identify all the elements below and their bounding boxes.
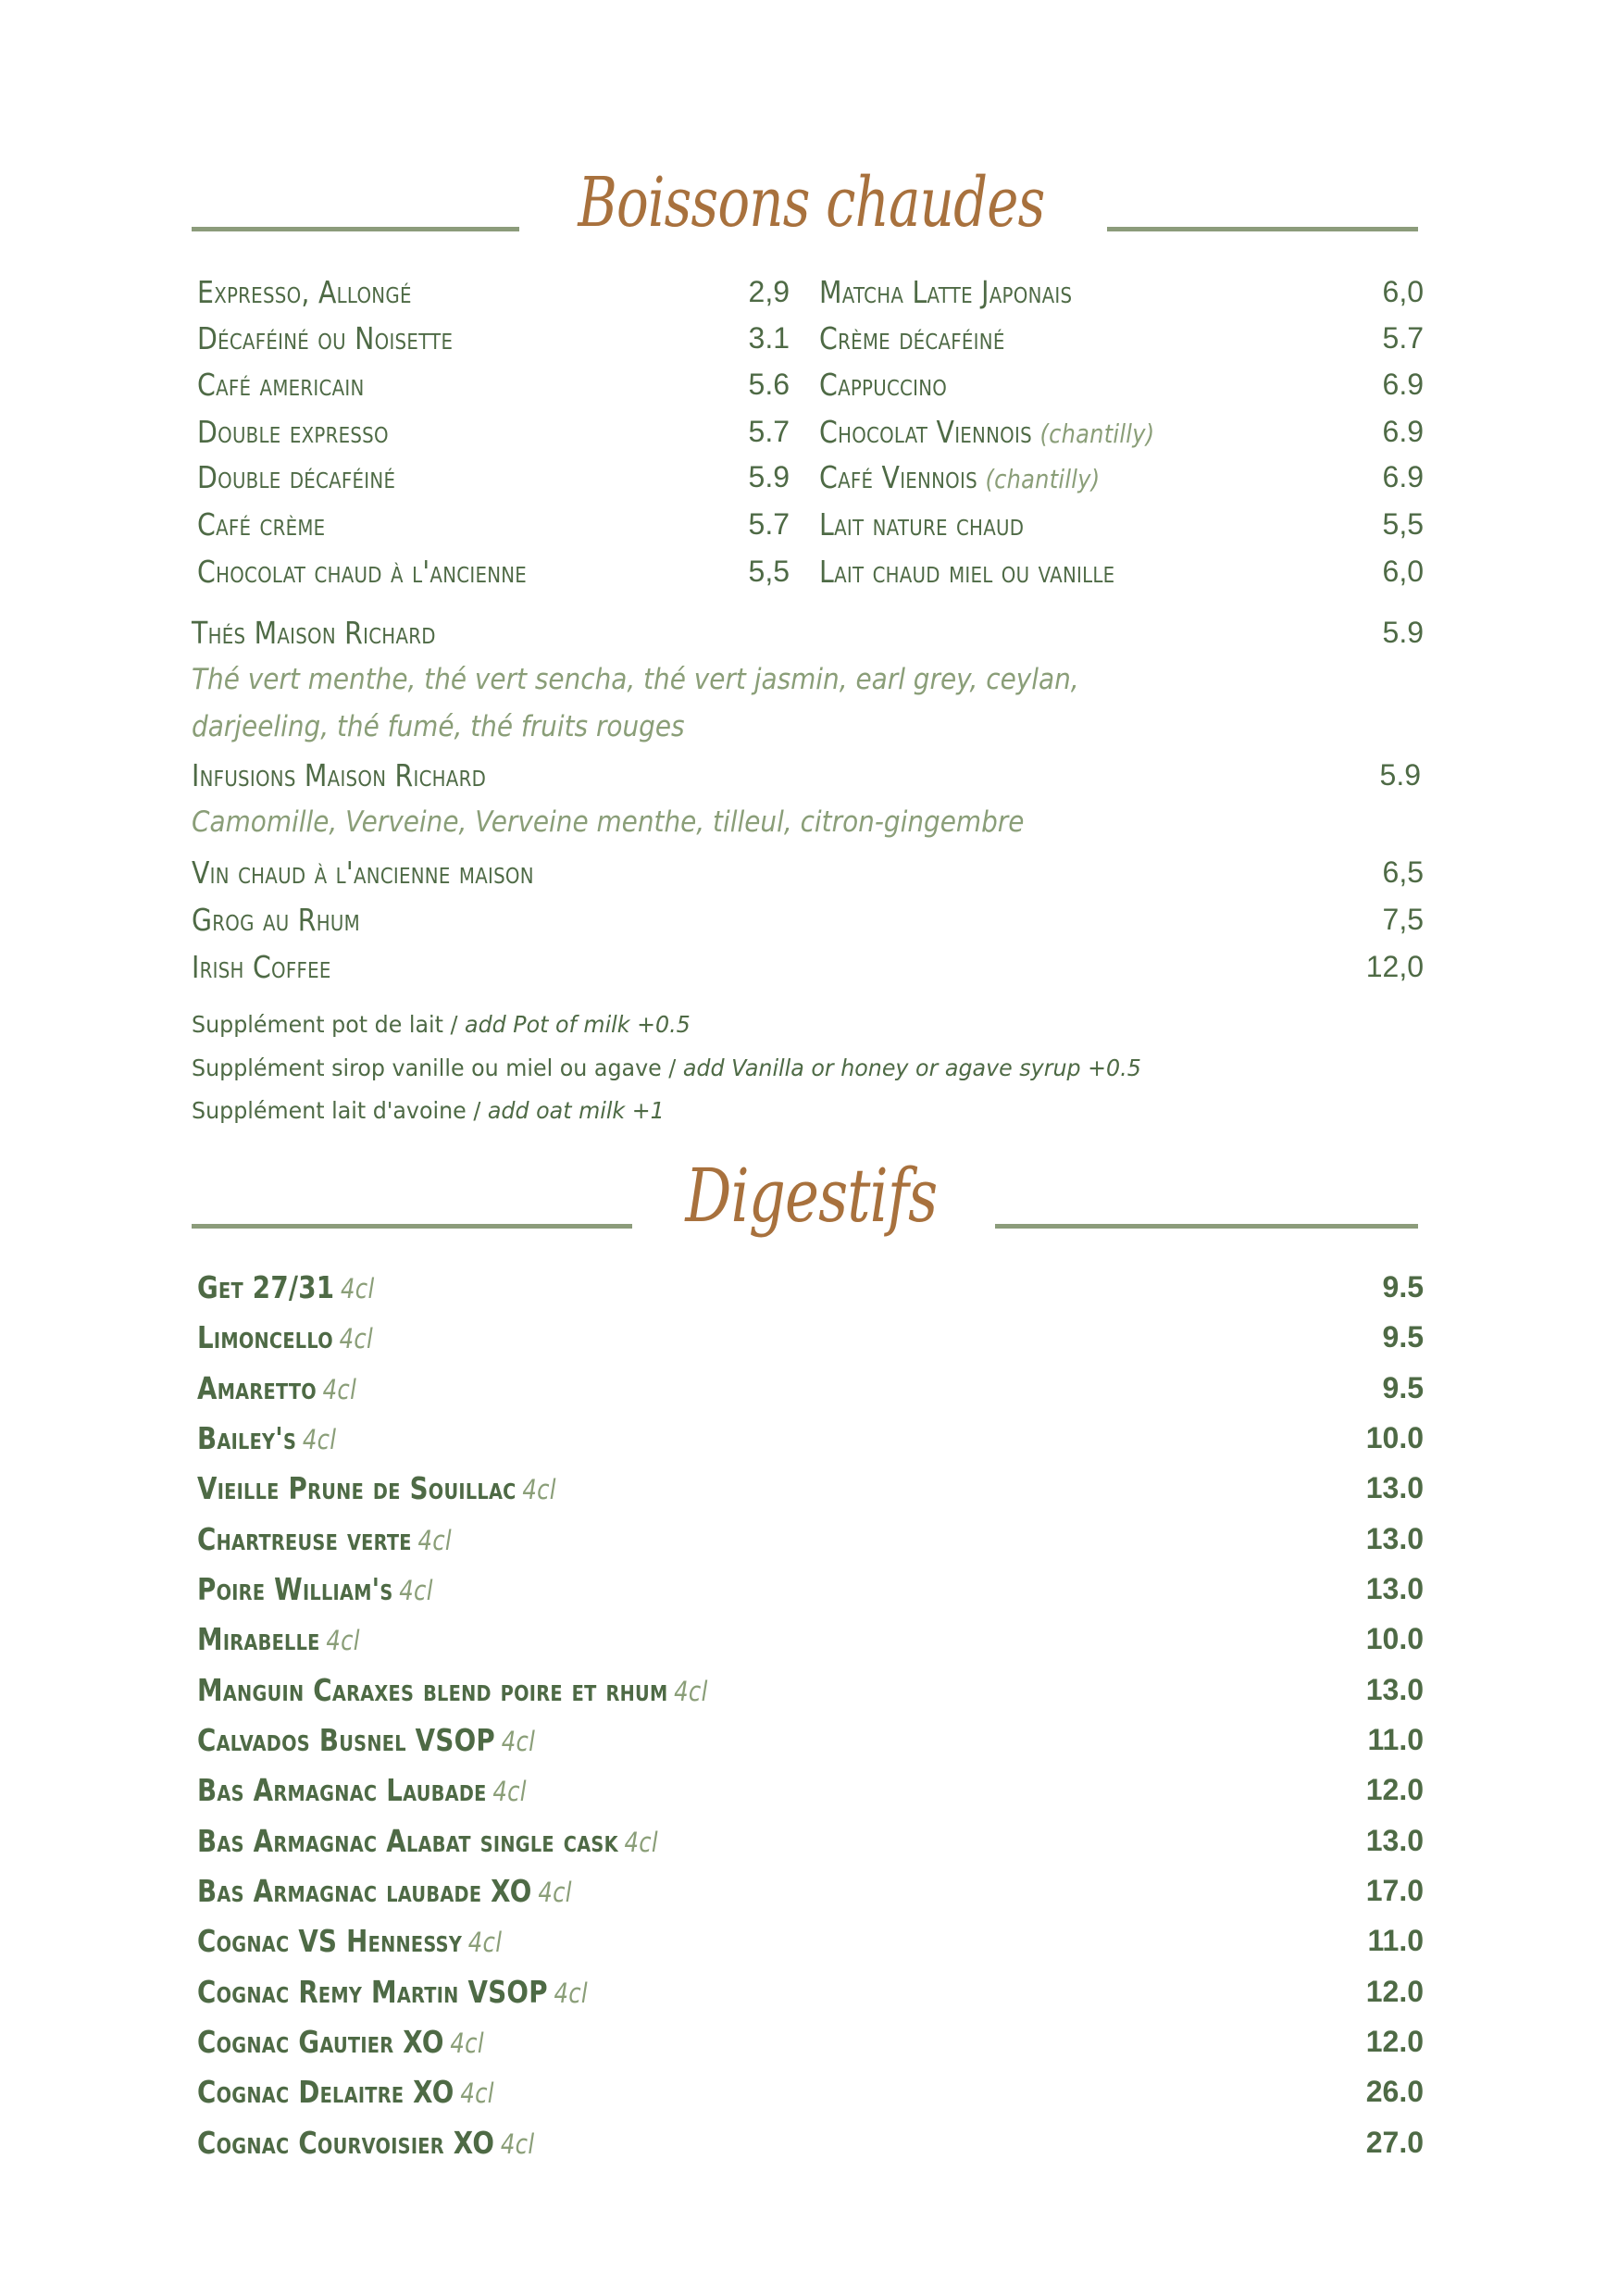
item-price: 5.9 <box>1379 758 1421 792</box>
menu-item <box>197 2021 1424 2062</box>
item-name: Café crème <box>197 505 326 543</box>
menu-item <box>197 1417 1424 1458</box>
item-name: Lait nature chaud <box>819 505 1025 543</box>
menu-item <box>197 1669 1424 1710</box>
menu-item <box>197 1518 1424 1559</box>
menu-item <box>819 318 1424 358</box>
supplement-line <box>192 1006 691 1043</box>
menu-item <box>192 852 1424 892</box>
item-name-wrap <box>197 1923 502 1959</box>
item-volume: 4cl <box>341 1272 375 1304</box>
menu-item <box>197 1870 1424 1911</box>
item-price: 26.0 <box>1365 2075 1424 2108</box>
item-name: Matcha Latte Japonais <box>819 273 1073 310</box>
item-price: 5.7 <box>748 507 790 541</box>
item-name-wrap <box>197 1873 572 1909</box>
supplement-en: add Vanilla or honey or agave syrup +0.5 <box>682 1054 1141 1081</box>
item-name: Poire William's <box>197 1570 393 1607</box>
item-name-wrap <box>197 1571 433 1607</box>
item-name-wrap <box>819 274 1072 310</box>
menu-item <box>197 504 790 544</box>
item-name-wrap <box>197 1370 356 1406</box>
item-price: 11.0 <box>1367 1723 1424 1756</box>
item-price: 3.1 <box>748 321 790 355</box>
item-price: 10.0 <box>1365 1622 1424 1655</box>
menu-item <box>197 1719 1424 1760</box>
item-volume: 4cl <box>326 1624 360 1656</box>
item-name: Chartreuse verte <box>197 1520 412 1557</box>
menu-item <box>197 271 790 312</box>
menu-item <box>197 1618 1424 1659</box>
item-price: 2,9 <box>748 275 790 308</box>
item-name: Cognac Remy Martin VSOP <box>197 1973 548 2010</box>
item-price: 5,5 <box>748 555 790 588</box>
item-name: Expresso, Allongé <box>197 273 412 310</box>
item-name: Décaféiné ou Noisette <box>197 319 454 356</box>
item-price: 5.9 <box>1382 616 1424 649</box>
menu-item <box>192 899 1424 940</box>
supplement-line <box>192 1050 1141 1087</box>
item-price: 12.0 <box>1365 2025 1424 2058</box>
infusions-description: Camomille, Verveine, Verveine menthe, tilleul, citron-gingembre <box>192 805 1025 839</box>
menu-item <box>197 1267 1424 1307</box>
item-price: 12.0 <box>1365 1975 1424 2008</box>
item-name: Cognac Courvoisier XO <box>197 2124 495 2161</box>
item-volume: 4cl <box>624 1826 658 1858</box>
item-volume: 4cl <box>538 1876 572 1908</box>
item-name-wrap <box>819 414 1154 450</box>
menu-item <box>197 1467 1424 1508</box>
item-price: 13.0 <box>1365 1572 1424 1605</box>
item-name: Bailey's <box>197 1419 297 1456</box>
item-price: 6.9 <box>1382 368 1424 401</box>
item-name-wrap <box>197 2074 494 2110</box>
menu-item <box>819 411 1424 452</box>
item-name: Mirabelle <box>197 1620 320 1657</box>
item-price: 5.6 <box>748 368 790 401</box>
item-name-wrap <box>197 1470 556 1506</box>
item-volume: 4cl <box>399 1574 433 1606</box>
item-name: Double expresso <box>197 413 389 450</box>
item-volume: 4cl <box>450 2027 484 2059</box>
item-name-wrap <box>819 320 1005 356</box>
item-price: 13.0 <box>1365 1824 1424 1857</box>
section-title-digestifs: Digestifs <box>685 1153 938 1239</box>
item-price: 13.0 <box>1365 1522 1424 1555</box>
item-volume: 4cl <box>302 1423 337 1455</box>
item-name-wrap <box>197 1621 360 1657</box>
menu-item <box>192 946 1424 987</box>
item-price: 5.7 <box>1382 321 1424 355</box>
item-name-wrap <box>197 1521 452 1557</box>
item-price: 13.0 <box>1365 1471 1424 1504</box>
menu-item <box>197 1769 1424 1810</box>
menu-item <box>819 456 1424 497</box>
menu-item <box>197 2071 1424 2112</box>
menu-item <box>819 271 1424 312</box>
item-price: 6,0 <box>1382 275 1424 308</box>
menu-item <box>819 364 1424 405</box>
item-volume: 4cl <box>674 1675 708 1707</box>
item-name-wrap <box>197 1974 588 2010</box>
item-price: 9.5 <box>1382 1320 1424 1354</box>
item-price: 6,5 <box>1382 855 1424 889</box>
item-price: 5,5 <box>1382 507 1424 541</box>
menu-item <box>197 456 790 497</box>
item-price: 9.5 <box>1382 1270 1424 1304</box>
teas-description-line2: darjeeling, thé fumé, thé fruits rouges <box>192 710 685 743</box>
item-name: Double décaféiné <box>197 458 396 495</box>
item-name: Manguin Caraxes blend poire et rhum <box>197 1671 668 1708</box>
menu-item <box>819 551 1424 592</box>
item-name: Crème décaféiné <box>819 319 1005 356</box>
item-price: 12.0 <box>1365 1773 1424 1806</box>
item-name: Vin chaud à l'ancienne maison <box>192 854 534 891</box>
item-name: Amaretto <box>197 1369 317 1406</box>
item-name-wrap <box>197 2125 534 2161</box>
item-name-wrap <box>197 1722 535 1758</box>
item-name: Chocolat chaud à l'ancienne <box>197 553 528 590</box>
item-name-wrap <box>197 1319 373 1355</box>
menu-item <box>197 1820 1424 1861</box>
supplement-line <box>192 1092 665 1129</box>
menu-item <box>197 364 790 405</box>
item-name: Café americain <box>197 366 365 403</box>
item-volume: 4cl <box>492 1775 527 1807</box>
menu-item <box>197 551 790 592</box>
item-volume: 4cl <box>522 1473 556 1505</box>
section-title-hot-drinks: Boissons chaudes <box>578 163 1045 243</box>
item-name: Chocolat Viennois <box>819 413 1032 450</box>
item-price: 6.9 <box>1382 460 1424 493</box>
teas-description-line1: Thé vert menthe, thé vert sencha, thé vert jasmin, earl grey, ceylan, <box>192 663 1079 696</box>
supplement-fr: Supplément pot de lait / <box>192 1011 466 1038</box>
supplement-fr: Supplément sirop vanille ou miel ou agave / <box>192 1054 683 1081</box>
item-name-wrap <box>819 367 947 403</box>
menu-item <box>819 504 1424 544</box>
item-price: 13.0 <box>1365 1673 1424 1706</box>
item-name-wrap <box>819 459 1100 495</box>
item-price: 9.5 <box>1382 1371 1424 1404</box>
item-volume: 4cl <box>467 1926 503 1958</box>
item-name: Get 27/31 <box>197 1268 335 1305</box>
item-volume: 4cl <box>554 1977 588 2009</box>
item-name-wrap <box>819 554 1114 590</box>
item-name: Limoncello <box>197 1318 333 1355</box>
menu-item <box>197 1316 1424 1357</box>
item-note: (chantilly) <box>985 463 1101 494</box>
menu-item <box>197 1920 1424 1961</box>
item-name-wrap <box>197 1772 527 1808</box>
item-price: 17.0 <box>1365 1874 1424 1907</box>
item-price: 5.9 <box>748 460 790 493</box>
item-name: Irish Coffee <box>192 948 331 985</box>
item-price: 11.0 <box>1367 1924 1424 1957</box>
menu-item <box>197 318 790 358</box>
menu-item <box>197 1568 1424 1609</box>
item-name: Vieille Prune de Souillac <box>197 1469 517 1506</box>
item-price: 27.0 <box>1365 2126 1424 2159</box>
item-price: 5.7 <box>748 415 790 448</box>
item-name: Grog au Rhum <box>192 901 360 938</box>
item-volume: 4cl <box>500 2128 535 2160</box>
item-name: Café Viennois <box>819 458 977 495</box>
menu-item <box>197 411 790 452</box>
supplement-en: add oat milk +1 <box>487 1097 665 1124</box>
item-price: 6.9 <box>1382 415 1424 448</box>
item-volume: 4cl <box>339 1322 374 1354</box>
item-name-wrap <box>197 1672 708 1708</box>
item-name: Cognac Gautier XO <box>197 2023 444 2060</box>
supplement-fr: Supplément lait d'avoine / <box>192 1097 488 1124</box>
item-price: 6,0 <box>1382 555 1424 588</box>
item-name: Cappuccino <box>819 366 948 403</box>
item-name: Bas Armagnac laubade XO <box>197 1872 532 1909</box>
item-name-wrap <box>197 1420 336 1456</box>
item-name: Thés Maison Richard <box>192 614 436 651</box>
item-name: Infusions Maison Richard <box>192 756 487 793</box>
supplement-en: add Pot of milk +0.5 <box>465 1011 691 1038</box>
item-name: Bas Armagnac Alabat single cask <box>197 1822 618 1859</box>
item-name-wrap <box>197 1269 374 1305</box>
menu-item-infusions <box>192 755 1421 795</box>
menu-item <box>197 2122 1424 2163</box>
item-name-wrap <box>819 506 1024 543</box>
item-price: 10.0 <box>1365 1421 1424 1454</box>
item-name-wrap <box>197 1823 658 1859</box>
menu-item-teas <box>192 612 1424 653</box>
item-volume: 4cl <box>417 1524 452 1556</box>
item-name-wrap <box>197 2024 484 2060</box>
item-price: 7,5 <box>1382 903 1424 936</box>
menu-item <box>197 1971 1424 2012</box>
item-name: Bas Armagnac Laubade <box>197 1771 487 1808</box>
item-volume: 4cl <box>322 1373 357 1405</box>
item-price: 12,0 <box>1365 950 1424 983</box>
item-name: Lait chaud miel ou vanille <box>819 553 1115 590</box>
item-name: Calvados Busnel VSOP <box>197 1721 495 1758</box>
item-note: (chantilly) <box>1039 418 1155 449</box>
item-name: Cognac VS Hennessy <box>197 1922 463 1959</box>
item-volume: 4cl <box>460 2077 494 2109</box>
item-name: Cognac Delaitre XO <box>197 2073 454 2110</box>
menu-item <box>197 1367 1424 1408</box>
item-volume: 4cl <box>501 1725 536 1757</box>
